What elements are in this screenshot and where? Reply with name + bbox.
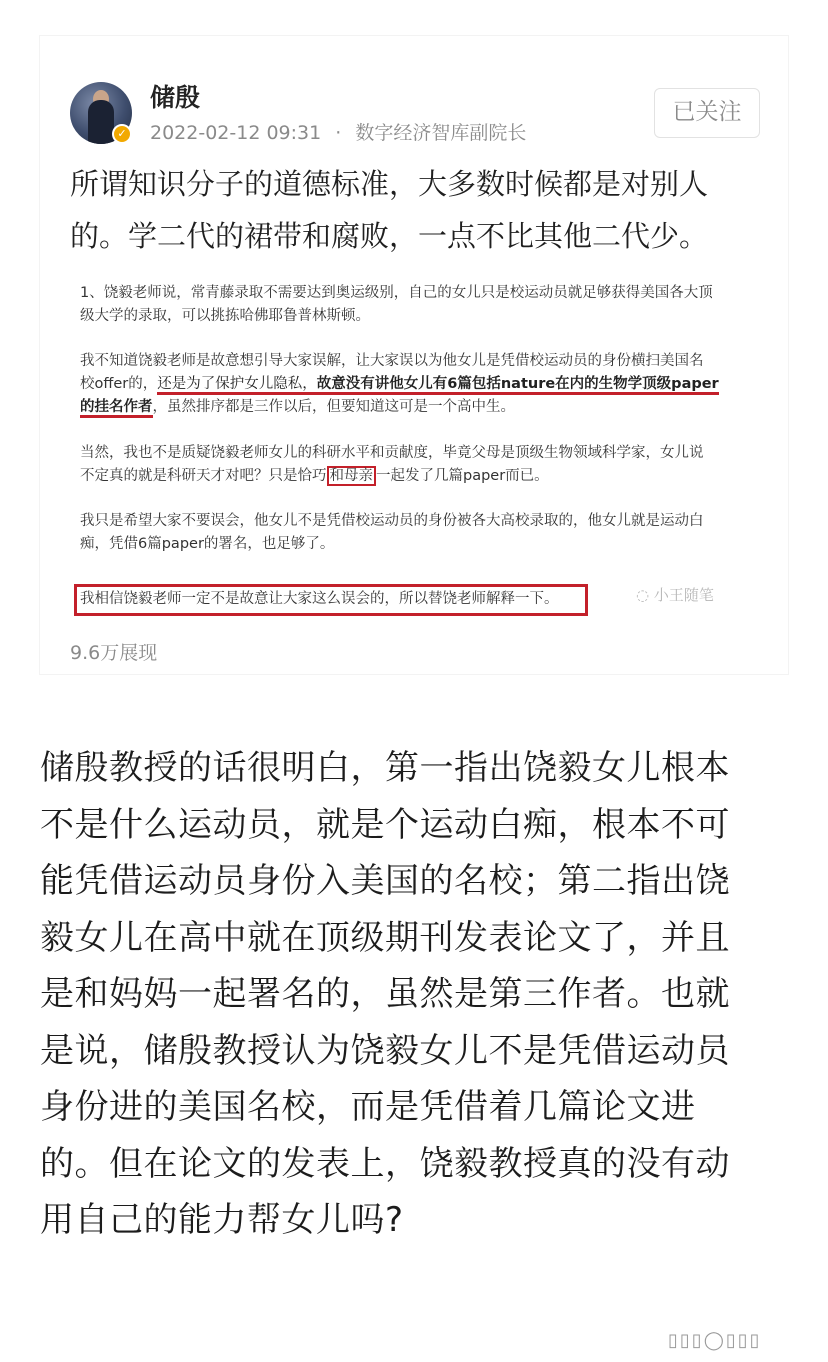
author-title: 数字经济智库副院长 bbox=[355, 122, 527, 144]
article-line: 的。但在论文的发表上，饶毅教授真的没有动 bbox=[40, 1143, 730, 1184]
quote-paragraph-5: 我相信饶毅老师一定不是故意让大家这么误会的，所以替饶老师解释一下。 bbox=[80, 591, 559, 607]
follow-button[interactable]: 已关注 bbox=[654, 88, 760, 138]
quote-paragraph-4: 我只是希望大家不要误会，他女儿不是凭借校运动员的身份被各大高校录取的，他女儿就是运动白 痴，凭借6篇paper的署名，也足够了。 bbox=[80, 513, 704, 552]
article-line: 储殷教授的话很明白，第一指出饶毅女儿根本 bbox=[40, 748, 730, 788]
embedded-post-screenshot bbox=[40, 36, 788, 674]
view-count: 9.6万展现 bbox=[70, 642, 158, 664]
highlight-underline: 的挂名作者 bbox=[80, 399, 153, 418]
quoted-image[interactable] bbox=[80, 282, 740, 634]
article-line: 毅女儿在高中就在顶级期刊发表论文了，并且 bbox=[40, 917, 730, 958]
quote-paragraph-1: 1、饶毅老师说，常青藤录取不需要达到奥运级别，自己的女儿只是校运动员就足够获得美国各大顶 级大学的录取，可以挑拣哈佛耶鲁普林斯顿。 bbox=[80, 285, 713, 324]
quote-paragraph-3: 当然，我也不是质疑饶毅老师女儿的科研水平和贡献度，毕竟父母是顶级生物领域科学家，女儿说 不定真的就是科研天才对吧？只是恰巧 和母亲 一起发了几篇paper而已。 bbox=[80, 445, 704, 484]
post-timestamp: 2022-02-12 09:31 bbox=[150, 122, 322, 144]
highlight-underline: 故意没有讲他女儿有6篇包括nature在内的生物学顶级paper bbox=[317, 376, 719, 395]
article-line: 是和妈妈一起署名的，虽然是第三作者。也就 bbox=[40, 974, 730, 1014]
article-line: 是说，储殷教授认为饶毅女儿不是凭借运动员 bbox=[40, 1030, 730, 1071]
article-line: 用自己的能力帮女儿吗? bbox=[40, 1200, 404, 1240]
wechat-icon: ◌ bbox=[636, 586, 650, 604]
watermark: ◌ 小王随笔 bbox=[636, 586, 714, 604]
article-line: 不是什么运动员，就是个运动白痴，根本不可 bbox=[40, 804, 730, 845]
bottom-toolbar-icon[interactable]: ▯▯▯◯▯▯▯ bbox=[668, 1330, 762, 1351]
quote-paragraph-2: 我不知道饶毅老师是故意想引导大家误解，让大家误以为他女儿是凭借校运动员的身份横扫美国名 校offer的，还是为了保护女儿隐私，故意没有讲他女儿有6篇包括nature在内的生物学顶级paper 的挂名作者，虽然排序都是三作以后，但要知道这可是一个高中生。 bbox=[80, 350, 740, 419]
post-meta bbox=[150, 118, 526, 145]
verified-badge-icon: ✓ bbox=[112, 124, 132, 144]
meta-separator: · bbox=[335, 122, 342, 144]
highlight-underline: 还是为了保护女儿隐私， bbox=[157, 376, 317, 395]
highlight-box: 和母亲 bbox=[327, 466, 377, 486]
post-text-line: 所谓知识分子的道德标准，大多数时候都是对别人 bbox=[70, 167, 709, 201]
article-line: 身份进的美国名校，而是凭借着几篇论文进 bbox=[40, 1087, 696, 1127]
article-body bbox=[40, 740, 792, 1249]
post-text-line: 的。学二代的裙带和腐败，一点不比其他二代少。 bbox=[70, 219, 709, 253]
post-text bbox=[70, 158, 770, 262]
article-line: 能凭借运动员身份入美国的名校；第二指出饶 bbox=[40, 861, 730, 901]
author-name[interactable]: 储殷 bbox=[150, 83, 201, 112]
